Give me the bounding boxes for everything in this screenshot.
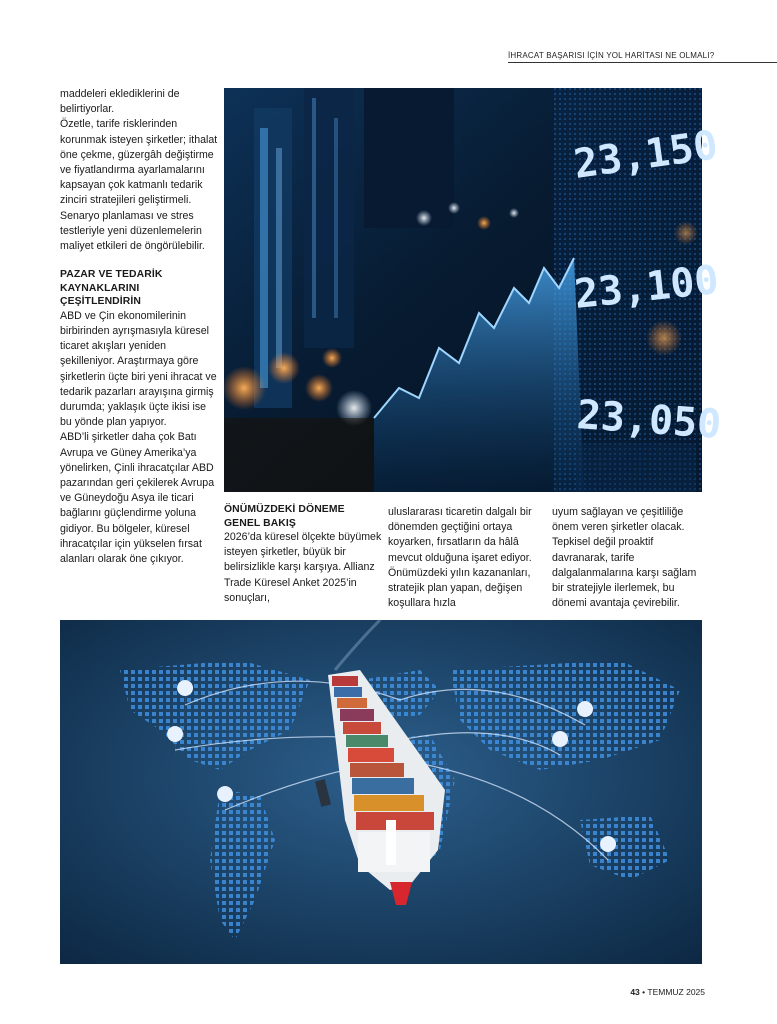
- issue-date: TEMMUZ 2025: [647, 987, 705, 997]
- page-footer: [560, 987, 705, 997]
- outlook-column-3: [552, 505, 704, 611]
- ticker-value: 23,050: [575, 392, 723, 449]
- section-heading: ÖNÜMÜZDEKİ DÖNEME GENEL BAKIŞ: [224, 504, 345, 529]
- left-column: [60, 87, 220, 567]
- ticker-value: 23,100: [572, 257, 721, 318]
- paragraph: 2026’da küresel ölçekte büyümek isteyen şirketler, büyük bir belirsizlikle karşı karşıya. Allianz Trade Küresel Anket 2025’in sonuçları,: [224, 531, 382, 604]
- paragraph: ABD’li şirketler daha çok Batı Avrupa ve Güney Amerika’ya yönelirken, Çinli ihracatçılar ABD pazarından geri çekilerek Avrupa ve Güneydoğu Asya ile ticari bağlarını güçlendirme yoluna gidiyor. Bu bölgeler, küresel ihracatçılar için yükselen fırsat alanları olarak öne çıkıyor.: [60, 431, 215, 565]
- paragraph: Özetle, tarife risklerinden korunmak isteyen şirketler; ithalat öne çekme, güzergâh değiştirme ve fiyatlandırma ayarlamalarını kapsayan çok katmanlı tedarik zinciri stratejileri geliştirmeli. Senaryo planlaması ve stres testleriyle yeni düzenlemelerin maliyet etkileri de öngörülebilir.: [60, 118, 218, 253]
- outlook-column-1: [224, 503, 382, 606]
- footer-separator: •: [642, 987, 646, 997]
- paragraph: ABD ve Çin ekonomilerinin birbirinden ayrışmasıyla küresel ticaret akışları yeniden şekilleniyor. Araştırmaya göre şirketlerin üçte biri yeni ihracat ve tedarik pazarları arayışına girmiş durumda; yaklaşık üçte ikisi ise bu yönde plan yapıyor.: [60, 309, 217, 429]
- stock-market-photo: [224, 88, 723, 492]
- outlook-column-2: [388, 505, 546, 611]
- paragraph: uluslararası ticaretin dalgalı bir dönemden geçtiğini ortaya koyarken, fırsatların da hâlâ mevcut olduğuna işaret ediyor. Önümüzdeki yılın kazananları, stratejik plan yapan, değişen koşullara hızla: [388, 506, 532, 610]
- container-ship-photo: [60, 620, 702, 964]
- paragraph: uyum sağlayan ve çeşitliliğe önem veren şirketler olacak. Tepkisel değil proaktif davranarak, tarife dalgalanmalarına karşı sağlam bir stratejiyle ilerlemek, bu dönemi avantaja çevirebilir.: [552, 506, 697, 610]
- section-heading: PAZAR VE TEDARİK KAYNAKLARINI ÇEŞİTLENDİRİN: [60, 269, 163, 308]
- page-number: 43: [630, 987, 640, 997]
- paragraph: maddeleri eklediklerini de belirtiyorlar.: [60, 88, 180, 116]
- running-title: İHRACAT BAŞARISI İÇİN YOL HARİTASI NE OLMALI?: [508, 51, 777, 63]
- ticker-value: 23,150: [570, 122, 721, 188]
